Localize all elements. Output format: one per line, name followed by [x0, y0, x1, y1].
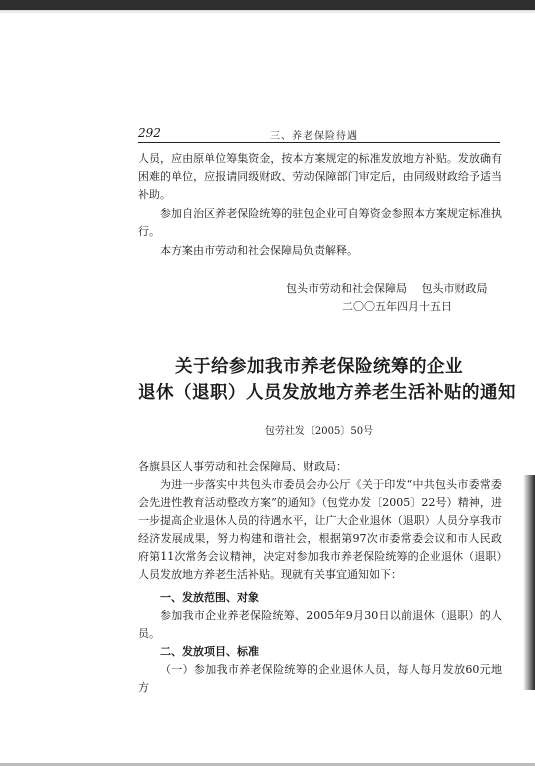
previous-doc-paragraph-1: 人员，应由原单位筹集资金，按本方案规定的标准发放地方补贴。发放确有困难的单位，应报请同级财政、劳动保障部门审定后，由同级财政给予适当补助。: [138, 152, 502, 201]
section-heading-1: 一、发放范围、对象: [160, 591, 259, 604]
scan-edge-shadow: [523, 475, 535, 690]
addressee: 各旗县区人事劳动和社会保障局、财政局：: [138, 460, 347, 473]
notice-title-line-1: 关于给参加我市养老保险统筹的企业: [175, 357, 463, 377]
signature-date: 二〇〇五年四月十五日: [342, 300, 452, 313]
notice-title-line-2: 退休（退职）人员发放地方养老生活补贴的通知: [138, 383, 516, 403]
header-rule: [138, 142, 500, 143]
document-number: 包劳社发〔2005〕50号: [264, 426, 374, 437]
running-header: [138, 126, 500, 142]
notice-introduction: 为进一步落实中共包头市委员会办公厅《关于印发“中共包头市委常委会先进性教育活动整改方案”的通知》（包党办发〔2005〕22号）精神，进一步提高企业退休人员的待遇水平，让广大企业退休（退职）人员分享我市经济发展成果，努力构建和谐社会，根据第97次市委常委会议和市人民政府第11次常务会议精神，决定对参加我市养老保险统筹的企业退休（退职）人员发放地方养老生活补贴。现就有关事宜通知如下：: [138, 478, 502, 581]
signatories: 包头市劳动和社会保障局 包头市财政局: [286, 282, 488, 295]
section-1-text: 参加我市企业养老保险统筹、2005年9月30日以前退休（退职）的人员。: [138, 609, 502, 640]
section-title: 三、养老保险待遇: [270, 131, 358, 142]
previous-doc-paragraph-3: 本方案由市劳动和社会保障局负责解释。: [160, 244, 358, 257]
section-heading-2: 二、发放项目、标准: [160, 645, 259, 658]
section-2-text: （一）参加我市养老保险统筹的企业退休人员，每人每月发放60元地方: [138, 663, 502, 694]
previous-doc-paragraph-2: 参加自治区养老保险统筹的驻包企业可自筹资金参照本方案规定标准执行。: [138, 207, 502, 238]
page-number: 292: [138, 126, 161, 140]
